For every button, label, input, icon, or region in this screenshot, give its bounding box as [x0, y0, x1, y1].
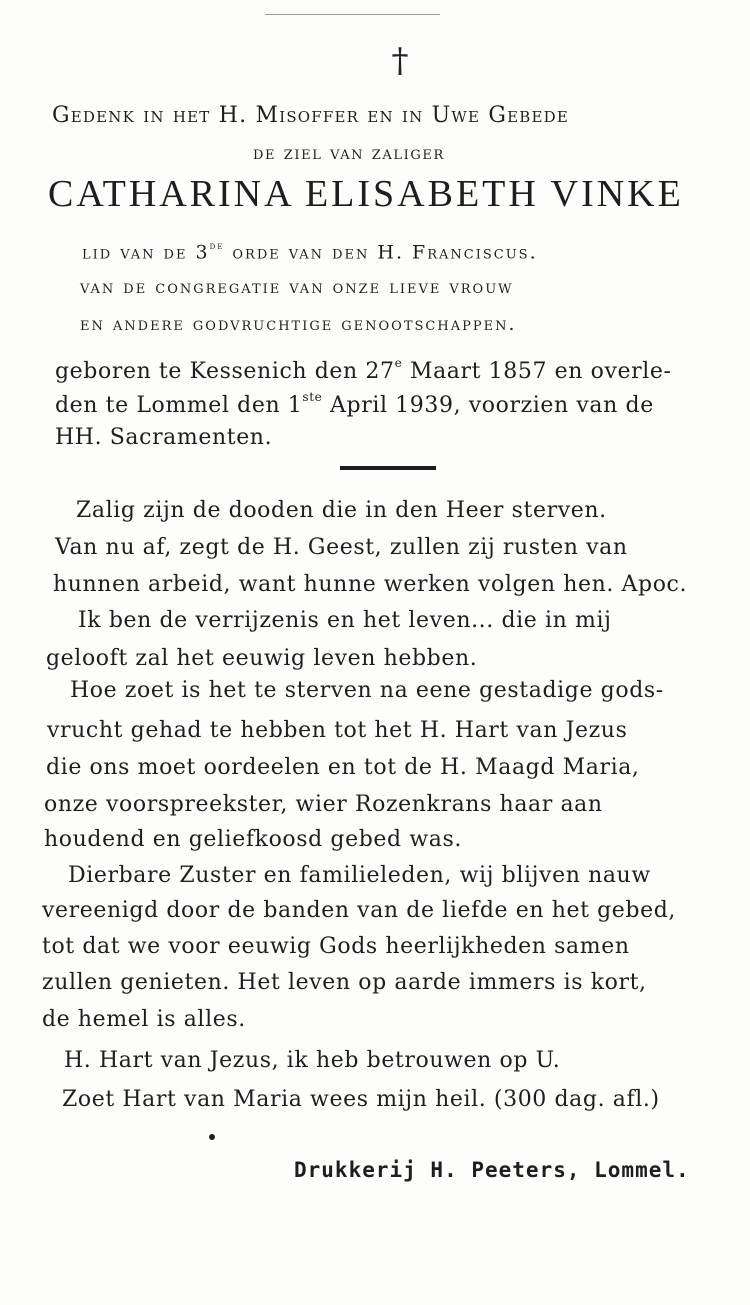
text-line: Zalig zijn de dooden die in den Heer sterven. — [76, 498, 607, 523]
biography-line-2-sup: ste — [302, 390, 323, 404]
text-line: zullen genieten. Het leven op aarde immers is kort, — [42, 970, 647, 995]
text-line: tot dat we voor eeuwig Gods heerlijkheden samen — [42, 934, 630, 959]
biography-line-1-post: Maart 1857 en overle- — [402, 358, 672, 384]
biography-line-2 — [55, 390, 654, 418]
text-line: H. Hart van Jezus, ik heb betrouwen op U. — [64, 1048, 561, 1073]
divider-rule — [340, 466, 436, 470]
membership-line-3: en andere godvruchtige genootschappen. — [80, 313, 517, 335]
heading-line-1: Gedenk in het H. Misoffer en in Uwe Gebede — [52, 103, 570, 128]
biography-line-1 — [55, 356, 672, 384]
text-line: vereenigd door de banden van de liefde en het gebed, — [42, 898, 676, 923]
biography-line-3: HH. Sacramenten. — [55, 425, 273, 450]
text-line: vrucht gehad te hebben tot het H. Hart van Jezus — [47, 718, 628, 743]
text-line: onze voorspreekster, wier Rozenkrans haar aan — [44, 792, 603, 817]
text-line: houdend en geliefkoosd gebed was. — [44, 827, 462, 852]
top-rule — [265, 14, 440, 15]
cross-icon: † — [391, 41, 409, 81]
biography-line-2-post: April 1939, voorzien van de — [322, 392, 654, 418]
text-line: Dierbare Zuster en familieleden, wij blijven nauw — [68, 863, 651, 888]
text-line: gelooft zal het eeuwig leven hebben. — [46, 646, 478, 671]
membership-line-1-post: orde van den H. Franciscus. — [224, 241, 538, 264]
biography-line-1-pre: geboren te Kessenich den 27 — [55, 358, 395, 384]
text-line: Ik ben de verrijzenis en het leven... die in mij — [78, 608, 612, 633]
membership-line-1-sup: de — [209, 240, 225, 252]
membership-line-2: van de congregatie van onze lieve vrouw — [80, 276, 514, 298]
text-line: de hemel is alles. — [42, 1007, 246, 1032]
text-line: die ons moet oordeelen en tot de H. Maagd Maria, — [46, 755, 640, 780]
membership-line-1-pre: lid van de 3 — [82, 241, 210, 264]
heading-line-2: de ziel van zaliger — [253, 142, 445, 164]
deceased-name: CATHARINA ELISABETH VINKE — [48, 173, 684, 215]
printer-credit: Drukkerij H. Peeters, Lommel. — [294, 1158, 690, 1182]
ink-dot — [209, 1134, 215, 1140]
text-line: hunnen arbeid, want hunne werken volgen hen. Apoc. — [53, 572, 688, 597]
text-line: Hoe zoet is het te sterven na eene gestadige gods- — [70, 678, 664, 703]
text-line: Van nu af, zegt de H. Geest, zullen zij rusten van — [55, 535, 628, 560]
membership-line-1 — [82, 240, 538, 263]
biography-line-2-pre: den te Lommel den 1 — [55, 392, 303, 418]
biography-line-1-sup: e — [394, 356, 403, 370]
text-line: Zoet Hart van Maria wees mijn heil. (300 dag. afl.) — [62, 1087, 660, 1112]
